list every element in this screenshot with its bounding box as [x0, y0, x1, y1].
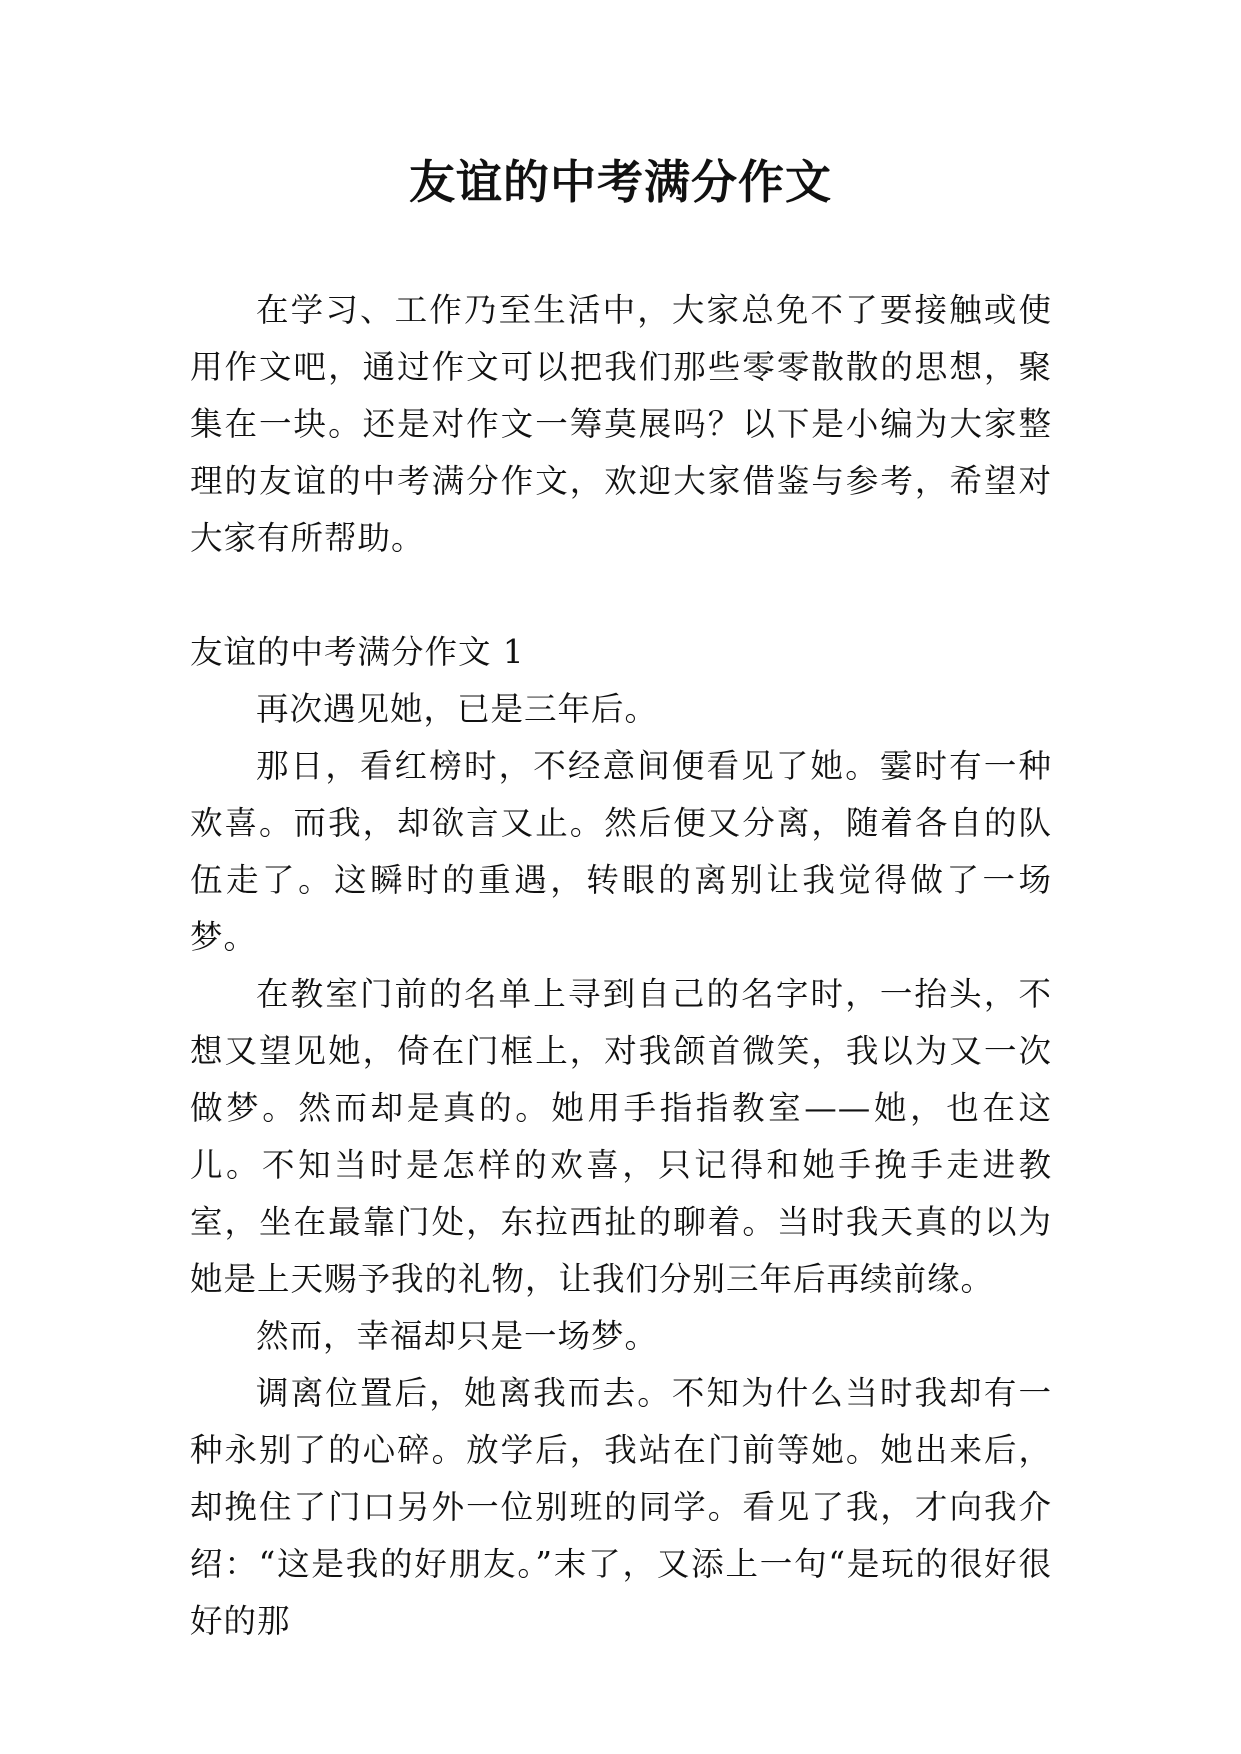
intro-paragraph: 在学习、工作乃至生活中，大家总免不了要接触或使用作文吧，通过作文可以把我们那些零零散散的思想，聚集在一块。还是对作文一筹莫展吗？以下是小编为大家整理的友谊的中考满分作文，欢迎大家借鉴与参考，希望对大家有所帮助。	[190, 291, 1052, 557]
body-paragraph: 再次遇见她，已是三年后。	[256, 690, 659, 728]
body-paragraph: 那日，看红榜时，不经意间便看见了她。霎时有一种欢喜。而我，却欲言又止。然后便又分离，随着各自的队伍走了。这瞬时的重遇，转眼的离别让我觉得做了一场梦。	[190, 747, 1052, 956]
body-paragraph: 调离位置后，她离我而去。不知为什么当时我却有一种永别了的心碎。放学后，我站在门前等她。她出来后，却挽住了门口另外一位别班的同学。看见了我，才向我介绍：“这是我的好朋友。”末了，又添上一句“是玩的很好很好的那	[190, 1374, 1052, 1640]
document-title: 友谊的中考满分作文	[409, 155, 832, 209]
document-body	[190, 282, 1052, 1650]
section-heading: 友谊的中考满分作文 1	[190, 633, 525, 671]
body-paragraph: 在教室门前的名单上寻到自己的名字时，一抬头，不想又望见她，倚在门框上，对我颌首微笑，我以为又一次做梦。然而却是真的。她用手指指教室——她，也在这儿。不知当时是怎样的欢喜，只记得和她手挽手走进教室，坐在最靠门处，东拉西扯的聊着。当时我天真的以为她是上天赐予我的礼物，让我们分别三年后再续前缘。	[190, 975, 1052, 1298]
body-paragraph: 然而，幸福却只是一场梦。	[256, 1317, 659, 1355]
